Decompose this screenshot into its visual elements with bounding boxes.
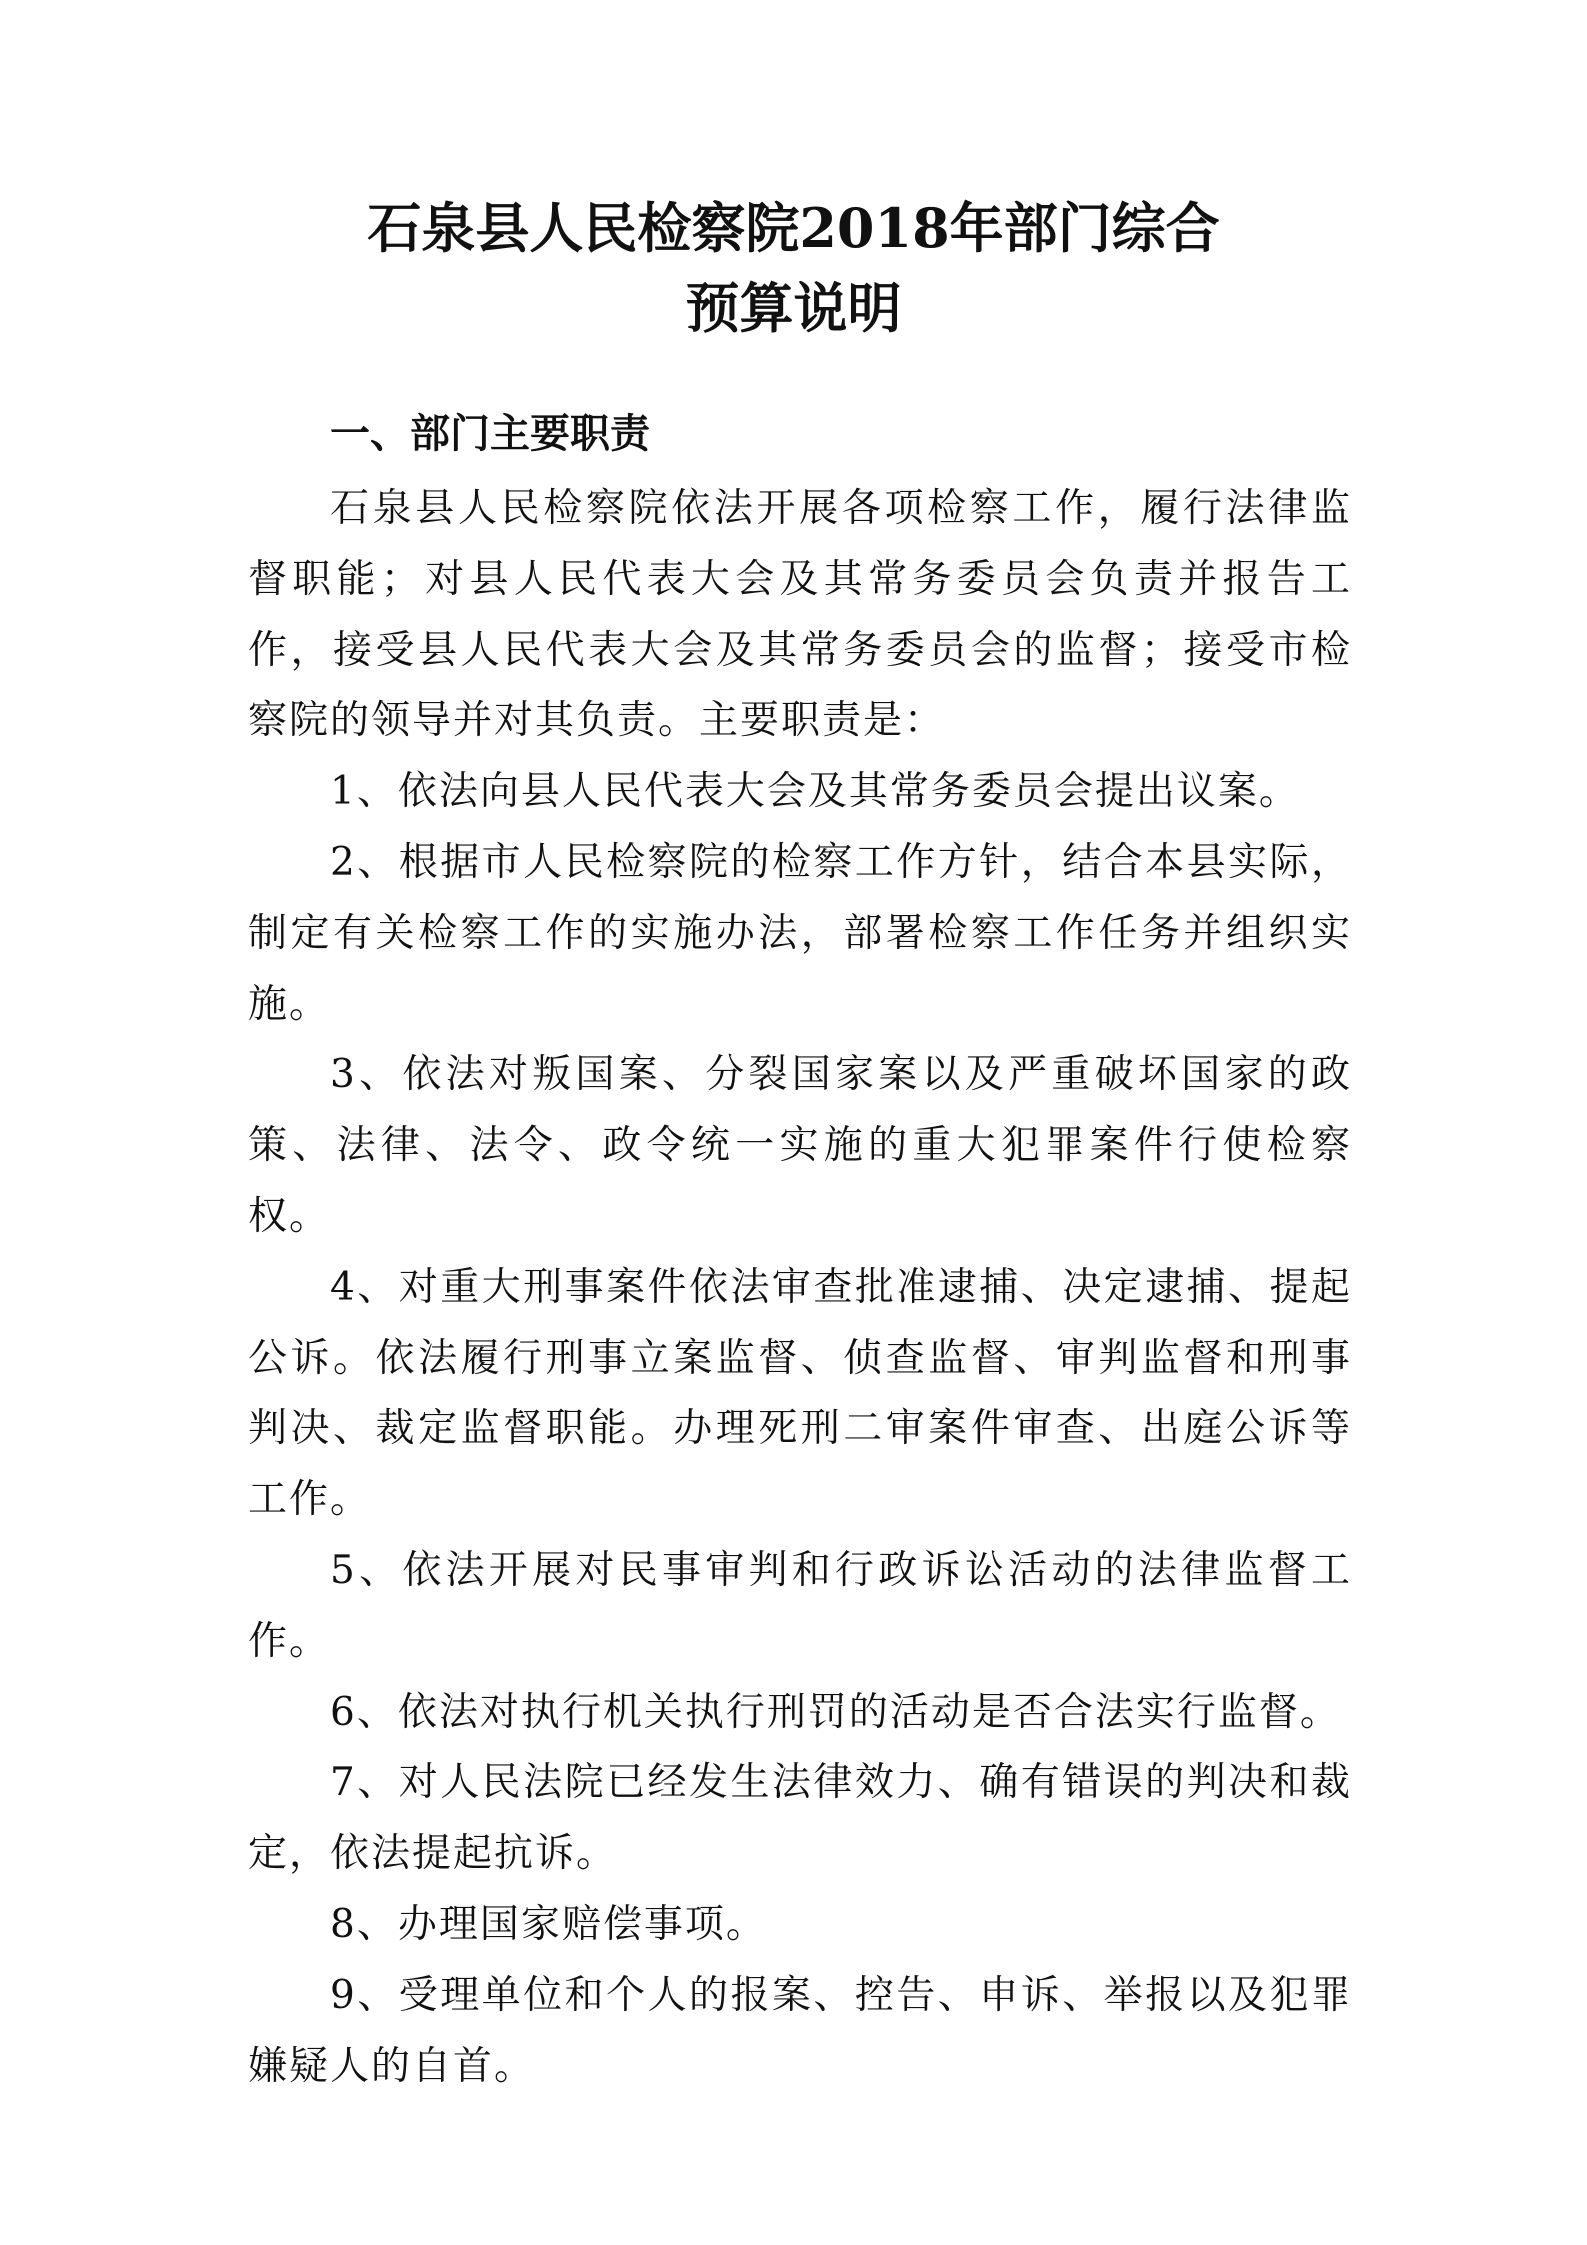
paragraph-item-7: 7、对人民法院已经发生法律效力、确有错误的判决和裁定，依法提起抗诉。 [248, 1760, 1352, 1877]
paragraph-item-1: 1、依法向县人民代表大会及其常务委员会提出议案。 [330, 769, 1300, 815]
paragraph-item-5: 5、依法开展对民事审判和行政诉讼活动的法律监督工作。 [248, 1547, 1352, 1664]
paragraph-item-9: 9、受理单位和个人的报案、控告、申诉、举报以及犯罪嫌疑人的自首。 [248, 1972, 1352, 2089]
paragraph-item-4: 4、对重大刑事案件依法审查批准逮捕、决定逮捕、提起公诉。依法履行刑事立案监督、侦查监督、审判监督和刑事判决、裁定监督职能。办理死刑二审案件审查、出庭公诉等工作。 [248, 1264, 1352, 1523]
paragraph-intro: 石泉县人民检察院依法开展各项检察工作，履行法律监督职能；对县人民代表大会及其常务委员会负责并报告工作，接受县人民代表大会及其常务委员会的监督；接受市检察院的领导并对其负责。主要职责是： [248, 486, 1352, 744]
paragraph-item-3: 3、依法对叛国案、分裂国家案以及严重破坏国家的政策、法律、法令、政令统一实施的重大犯罪案件行使检察权。 [248, 1052, 1352, 1239]
paragraph-item-2: 2、根据市人民检察院的检察工作方针，结合本县实际，制定有关检察工作的实施办法，部署检察工作任务并组织实施。 [248, 839, 1352, 1027]
title-line-1: 石泉县人民检察院2018年部门综合 [367, 196, 1220, 260]
paragraph-item-8: 8、办理国家赔偿事项。 [330, 1901, 767, 1947]
document-title [0, 188, 1587, 348]
title-line-2: 预算说明 [685, 276, 902, 340]
section-heading-duties: 一、部门主要职责 [330, 411, 650, 457]
document-body [248, 474, 1352, 2102]
paragraph-item-6: 6、依法对执行机关执行刑罚的活动是否合法实行监督。 [330, 1689, 1341, 1735]
